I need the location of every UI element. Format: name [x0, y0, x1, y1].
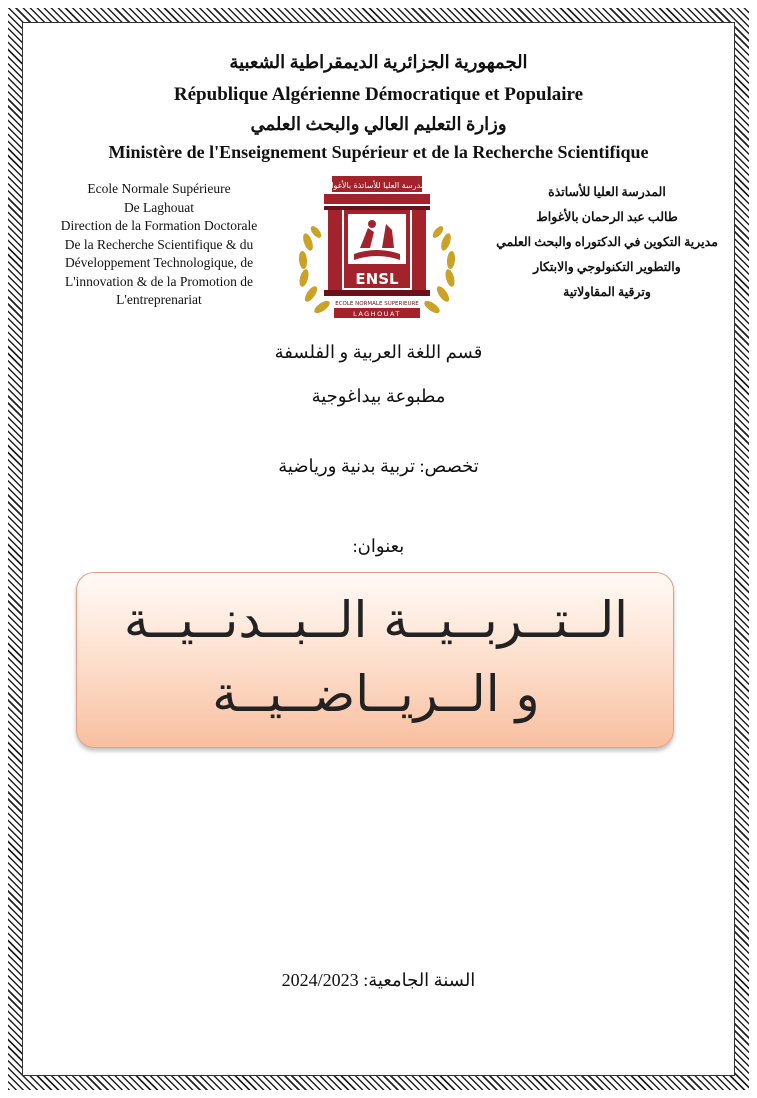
school-fr-line: L'entreprenariat — [116, 292, 202, 307]
title-box — [76, 572, 674, 748]
logo-acronym: ENSL — [355, 270, 399, 288]
laurel-right-icon — [422, 224, 456, 315]
title-line-1: الــتــربــيــة الــبــدنــيــة — [123, 591, 629, 649]
school-fr-line: De Laghouat — [123, 199, 195, 215]
logo-top-text: المدرسة العليا للأساتذة بالأغواط — [323, 181, 431, 190]
ministry-name-fr: Ministère de l'Enseignement Supérieur et de la Recherche Scientifique — [108, 142, 649, 162]
laurel-left-icon — [298, 224, 332, 315]
school-fr-line: L'innovation & de la Promotion de — [64, 273, 254, 289]
logo-subtitle: ECOLE NORMALE SUPERIEURE — [335, 301, 419, 307]
school-info-ar — [482, 180, 732, 305]
school-ar-line: مديرية التكوين في الدكتوراه والبحث العلمي — [496, 235, 718, 249]
school-info-fr — [30, 180, 288, 310]
school-fr-line: De la Recherche Scientifique & du — [64, 236, 254, 252]
logo-city: LAGHOUAT — [353, 310, 401, 318]
specialty: تخصص: تربية بدنية ورياضية — [278, 456, 479, 476]
republic-name-ar: الجمهورية الجزائرية الديمقراطية الشعبية — [229, 52, 528, 72]
republic-name-fr: République Algérienne Démocratique et Populaire — [173, 84, 584, 105]
ensl-logo — [288, 172, 466, 330]
title-label: بعنوان: — [352, 536, 405, 556]
department-name: قسم اللغة العربية و الفلسفة — [274, 342, 483, 362]
ministry-name-ar: وزارة التعليم العالي والبحث العلمي — [250, 114, 507, 134]
school-ar-line: طالب عبد الرحمان بالأغواط — [536, 210, 678, 224]
school-fr-line: Ecole Normale Supérieure — [87, 181, 231, 196]
school-ar-line: والتطوير التكنولوجي والابتكار — [533, 260, 681, 274]
publication-type: مطبوعة بيداغوجية — [311, 386, 446, 406]
school-fr-line: Direction de la Formation Doctorale — [60, 218, 258, 233]
school-fr-line: Développement Technologique, de — [64, 255, 254, 270]
academic-year: السنة الجامعية: 2024/2023 — [281, 970, 476, 990]
school-ar-line: المدرسة العليا للأساتذة — [548, 185, 666, 199]
school-ar-line: وترقية المقاولاتية — [563, 285, 651, 299]
title-line-2: و الــريــاضــيــة — [212, 665, 540, 723]
